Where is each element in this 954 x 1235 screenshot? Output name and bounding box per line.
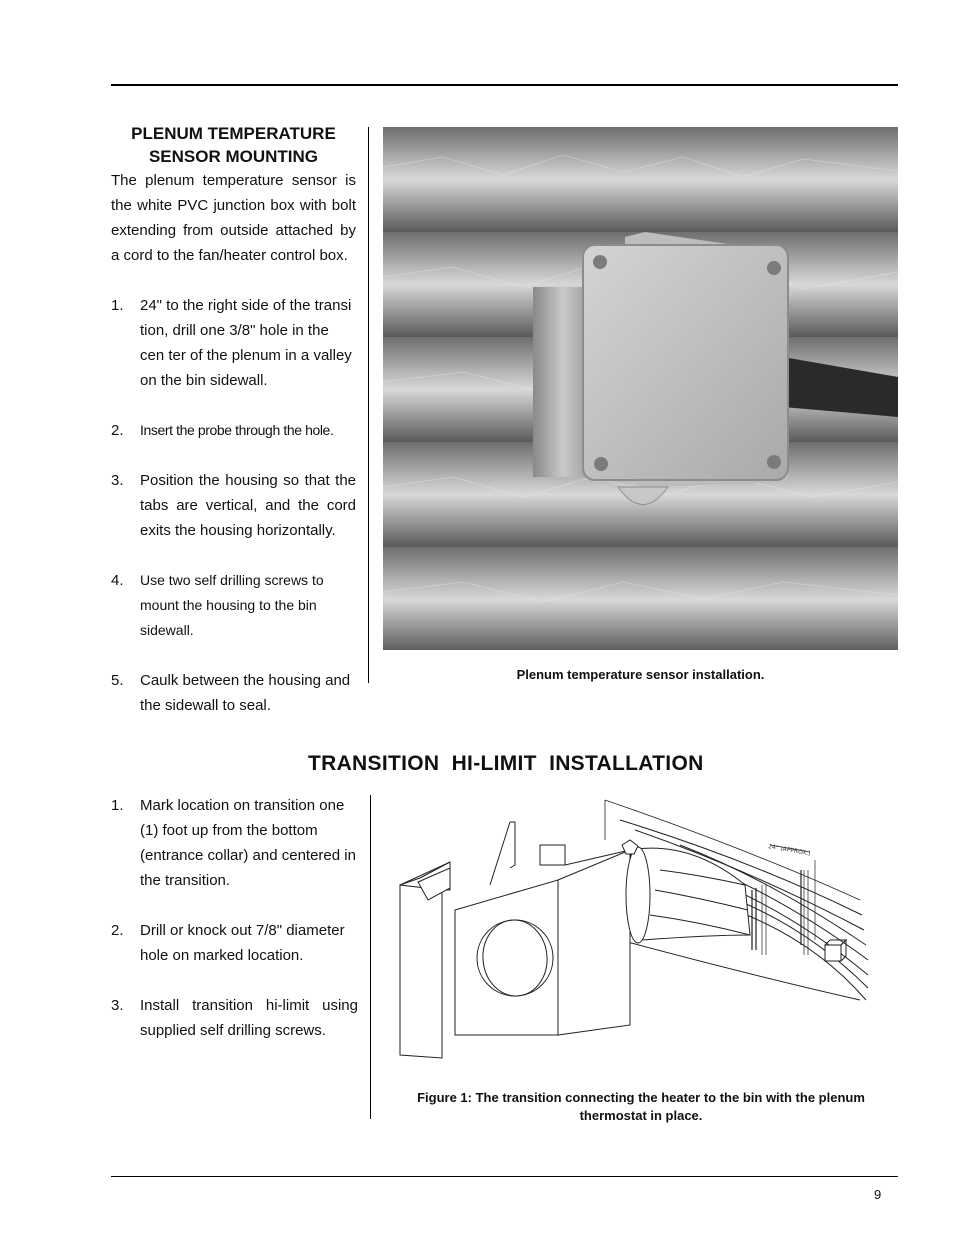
step-list bbox=[111, 793, 358, 1043]
section-title bbox=[111, 122, 356, 168]
step-text: Insert the probe through the hole. bbox=[140, 422, 334, 438]
step-number: 4. bbox=[111, 572, 124, 589]
step-text: Position the housing so that the tabs are vertical, and the cord exits the housing horizontally. bbox=[140, 472, 356, 539]
section-title-line-2: SENSOR MOUNTING bbox=[148, 147, 319, 166]
step-item bbox=[111, 793, 358, 893]
figure-caption-line-1: Figure 1: The transition connecting the heater to the bin with the plenum bbox=[417, 1090, 865, 1105]
step-text: Mark location on transition one (1) foot up from the bottom (entrance collar) and centered in the transition. bbox=[140, 797, 356, 889]
step-number: 2. bbox=[111, 422, 124, 439]
step-text: Drill or knock out 7/8" diameter hole on marked location. bbox=[140, 922, 345, 964]
step-number: 2. bbox=[111, 922, 124, 939]
figure-caption bbox=[380, 1089, 902, 1125]
step-list bbox=[111, 293, 356, 718]
step-number: 3. bbox=[111, 997, 124, 1014]
step-item bbox=[111, 918, 358, 968]
section-title-line-1: PLENUM TEMPERATURE bbox=[131, 124, 336, 143]
measurement-label: 24" (APPROX.) bbox=[767, 843, 812, 858]
step-item bbox=[111, 293, 356, 393]
step-item bbox=[111, 668, 356, 718]
step-text: Use two self drilling screws to mount the housing to the bin sidewall. bbox=[140, 572, 324, 638]
section2-title: TRANSITION HI-LIMIT INSTALLATION bbox=[308, 752, 704, 775]
sensor-photo bbox=[383, 127, 898, 650]
step-text: 24" to the right side of the transi tion, drill one 3/8" hole in the cen ter of the plenum in a valley on the bin sidewall. bbox=[140, 297, 352, 389]
transition-drawing bbox=[390, 790, 875, 1060]
step-text: Install transition hi-limit using supplied self drilling screws. bbox=[140, 997, 358, 1039]
step-item bbox=[111, 418, 356, 443]
step-number: 5. bbox=[111, 672, 124, 689]
footer-rule bbox=[111, 1176, 898, 1177]
step-item bbox=[111, 568, 356, 643]
intro-paragraph: The plenum temperature sensor is the white PVC junction box with bolt extending from outside attached by a cord to the fan/heater control box. bbox=[111, 172, 356, 264]
figure-caption-line-2: thermostat in place. bbox=[579, 1108, 703, 1123]
page-number: 9 bbox=[874, 1187, 882, 1202]
step-number: 1. bbox=[111, 297, 124, 314]
photo-caption: Plenum temperature sensor installation. bbox=[516, 667, 765, 682]
step-item bbox=[111, 993, 358, 1043]
hi-limit-instructions bbox=[111, 793, 358, 1043]
plenum-sensor-instructions bbox=[111, 122, 356, 718]
column-divider bbox=[370, 795, 371, 1119]
header-rule bbox=[111, 84, 898, 86]
step-number: 1. bbox=[111, 797, 124, 814]
column-divider bbox=[368, 127, 369, 683]
step-number: 3. bbox=[111, 472, 124, 489]
step-item bbox=[111, 468, 356, 543]
step-text: Caulk between the housing and the sidewall to seal. bbox=[140, 672, 351, 714]
